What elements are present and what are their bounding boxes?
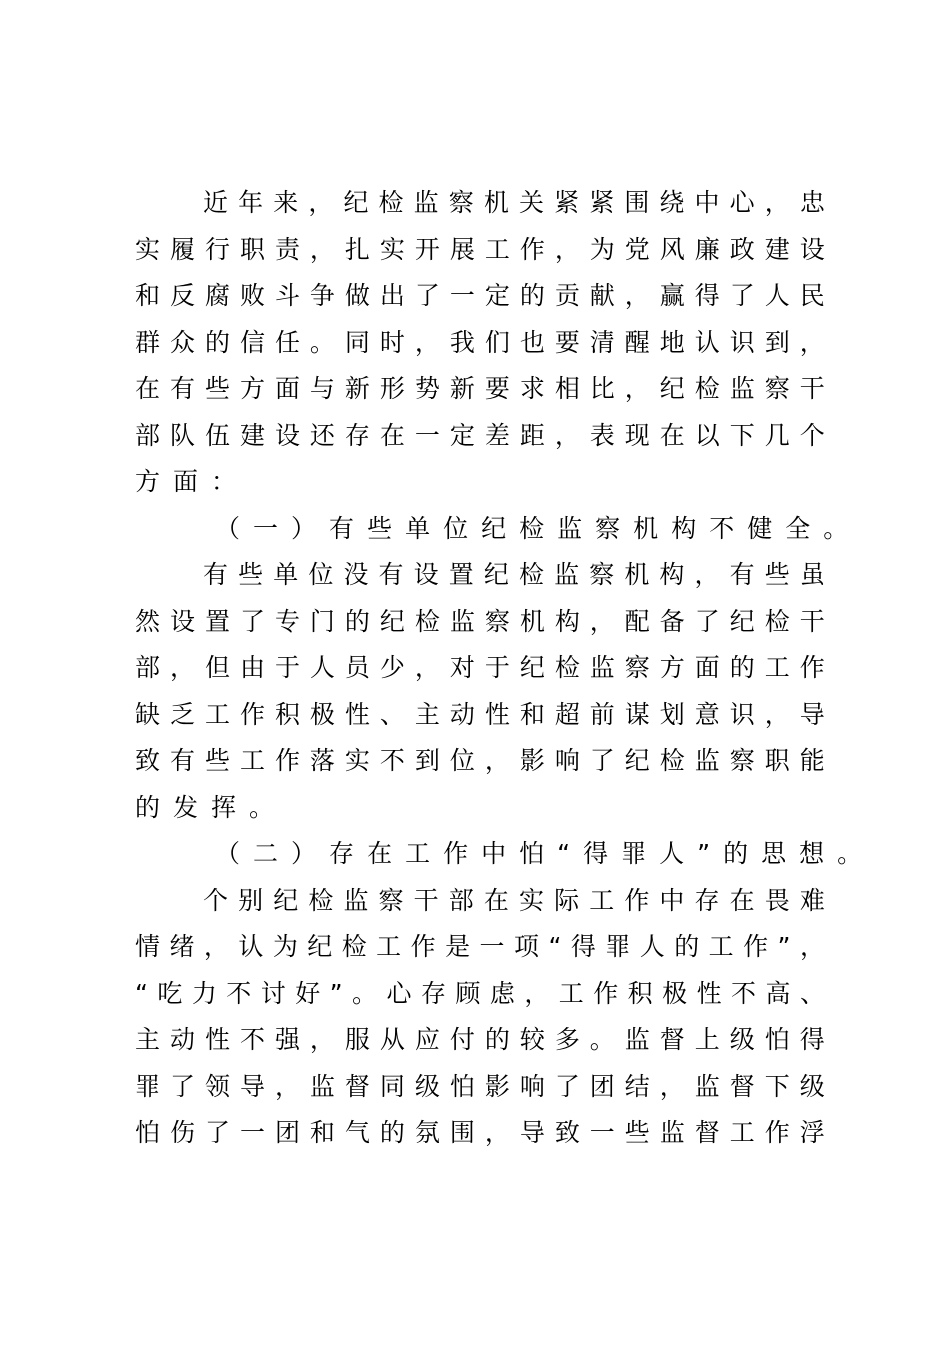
text-line: “ 吃 力 不 讨 好 ” 。 心 存 顾 虑 ， 工 作 积 极 性 不 高 、 — [135, 978, 825, 1008]
text-line: 然 设 置 了 专 门 的 纪 检 监 察 机 构 ， 配 备 了 纪 检 干 — [135, 606, 825, 636]
text-line: （ 二 ） 存 在 工 作 中 怕 “ 得 罪 人 ” 的 思 想 。 — [215, 839, 863, 868]
text-line: 部 ， 但 由 于 人 员 少 ， 对 于 纪 检 监 察 方 面 的 工 作 — [135, 653, 825, 682]
text-line: 群 众 的 信 任 。 同 时 ， 我 们 也 要 清 醒 地 认 识 到 ， — [135, 327, 825, 357]
text-line: 主 动 性 不 强 ， 服 从 应 付 的 较 多 。 监 督 上 级 怕 得 — [135, 1025, 825, 1054]
text-line: 有 些 单 位 没 有 设 置 纪 检 监 察 机 构 ， 有 些 虽 — [203, 560, 825, 589]
text-line: 罪 了 领 导 ， 监 督 同 级 怕 影 响 了 团 结 ， 监 督 下 级 — [135, 1071, 825, 1101]
text-line: 致 有 些 工 作 落 实 不 到 位 ， 影 响 了 纪 检 监 察 职 能 — [135, 746, 825, 775]
text-line: 部 队 伍 建 设 还 存 在 一 定 差 距 ， 表 现 在 以 下 几 个 — [135, 420, 825, 450]
text-line: （ 一 ） 有 些 单 位 纪 检 监 察 机 构 不 健 全 。 — [215, 513, 849, 543]
text-line: 怕 伤 了 一 团 和 气 的 氛 围 ， 导 致 一 些 监 督 工 作 浮 — [135, 1118, 825, 1147]
text-line: 在 有 些 方 面 与 新 形 势 新 要 求 相 比 ， 纪 检 监 察 干 — [135, 374, 825, 403]
text-line: 实 履 行 职 责 ， 扎 实 开 展 工 作 ， 为 党 风 廉 政 建 设 — [135, 234, 825, 264]
text-line: 个 别 纪 检 监 察 干 部 在 实 际 工 作 中 存 在 畏 难 — [203, 885, 825, 915]
body-text — [135, 180, 863, 1157]
text-line: 和 反 腐 败 斗 争 做 出 了 一 定 的 贡 献 ， 赢 得 了 人 民 — [135, 281, 825, 310]
text-line: 的 发 挥 。 — [135, 792, 275, 822]
text-line: 情 绪 ， 认 为 纪 检 工 作 是 一 项 “ 得 罪 人 的 工 作 ” ， — [135, 932, 825, 961]
text-line: 近 年 来 ， 纪 检 监 察 机 关 紧 紧 围 绕 中 心 ， 忠 — [203, 188, 825, 217]
text-line: 方 面 ： — [135, 467, 237, 496]
text-line: 缺 乏 工 作 积 极 性 、 主 动 性 和 超 前 谋 划 意 识 ， 导 — [135, 699, 825, 729]
